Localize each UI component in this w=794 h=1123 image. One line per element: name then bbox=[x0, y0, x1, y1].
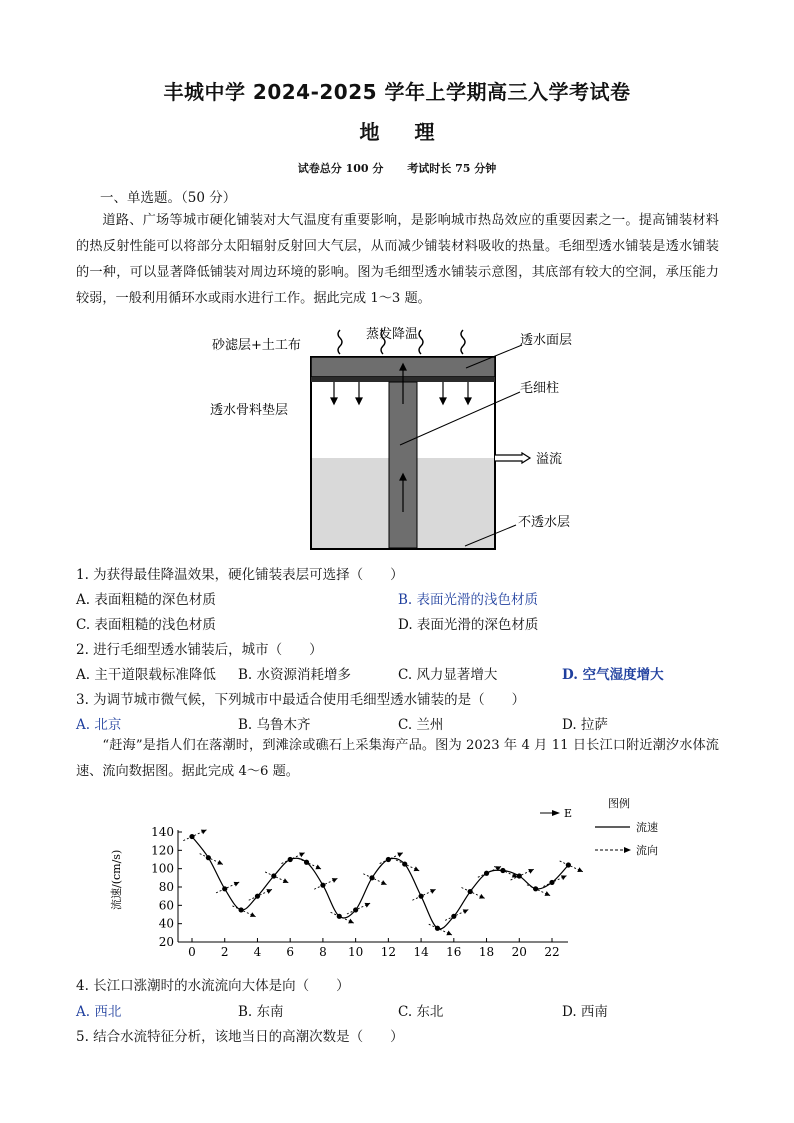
x-tick-label: 4 bbox=[253, 945, 262, 959]
y-tick-label: 40 bbox=[158, 916, 174, 931]
subject-title: 地 理 bbox=[359, 120, 435, 144]
question-1-options-2 bbox=[76, 613, 726, 633]
q3-option-b[interactable]: B. 乌鲁木齐 bbox=[238, 717, 311, 733]
q2-option-d[interactable]: D. 空气湿度增大 bbox=[562, 667, 664, 683]
q3-option-c[interactable]: C. 兰州 bbox=[398, 717, 444, 733]
data-point-group bbox=[189, 834, 571, 931]
y-tick-group bbox=[151, 825, 182, 949]
y-tick-label: 120 bbox=[151, 843, 174, 858]
x-tick-label: 12 bbox=[380, 945, 397, 959]
question-1-options bbox=[76, 588, 726, 608]
x-tick-label: 8 bbox=[319, 945, 327, 959]
passage-1: 道路、广场等城市硬化铺装对大气温度有重要影响，是影响城市热岛效应的重要因素之一。提高铺装材料的热反射性能可以将部分太阳辐射反射回大气层，从而减少铺装材料吸收的热量。毛细型透水铺装是透水铺装的一种，可以显著降低铺装对周边环境的影响。图为毛细型透水铺装示意图，其底部有较大的空洞，承压能力较弱，一般利用循环水或雨水进行工作。据此完成 1～3 题。 bbox=[76, 213, 719, 306]
exam-meta bbox=[0, 160, 794, 176]
label-capillary: 毛细柱 bbox=[520, 381, 560, 396]
tidal-flow-chart bbox=[90, 790, 710, 962]
q1-option-c[interactable]: C. 表面粗糙的浅色材质 bbox=[76, 617, 216, 633]
q4-option-d[interactable]: D. 西南 bbox=[562, 1004, 608, 1020]
direction-arrow-group bbox=[183, 830, 583, 936]
overflow-pipe bbox=[495, 453, 530, 463]
label-base: 透水骨料垫层 bbox=[210, 403, 289, 418]
question-3-options bbox=[76, 713, 726, 733]
question-3-stem: 3. 为调节城市微气候，下列城市中最适合使用毛细型透水铺装的是（ ） bbox=[76, 692, 526, 708]
q4-option-b[interactable]: B. 东南 bbox=[238, 1004, 284, 1020]
q3-option-a[interactable]: A. 北京 bbox=[76, 717, 122, 733]
capillary-column bbox=[389, 382, 417, 548]
exam-duration: 考试时长 75 分钟 bbox=[407, 162, 497, 175]
q1-option-d[interactable]: D. 表面光滑的深色材质 bbox=[398, 617, 539, 633]
x-tick-label: 22 bbox=[544, 945, 560, 959]
section-heading: 一、单选题。（50 分） bbox=[100, 190, 237, 206]
y-tick-label: 60 bbox=[158, 898, 174, 913]
legend-east-arrow-icon bbox=[552, 810, 560, 816]
x-tick-label: 0 bbox=[188, 945, 196, 959]
y-tick-label: 20 bbox=[158, 935, 174, 949]
question-4-stem: 4. 长江口涨潮时的水流流向大体是向（ ） bbox=[76, 978, 350, 994]
legend-speed-label: 流速 bbox=[636, 821, 658, 834]
label-surface: 透水面层 bbox=[520, 333, 573, 348]
y-tick-label: 80 bbox=[158, 880, 174, 894]
question-4-options bbox=[76, 1000, 726, 1020]
passage-2: “赶海”是指人们在落潮时，到滩涂或礁石上采集海产品。图为 2023 年 4 月 11 日长江口附近潮汐水体流速、流向数据图。据此完成 4～6 题。 bbox=[76, 738, 719, 779]
y-tick-label: 100 bbox=[151, 861, 174, 876]
x-tick-label: 20 bbox=[511, 945, 527, 959]
total-score: 试卷总分 100 分 bbox=[297, 162, 384, 175]
label-impermeable: 不透水层 bbox=[518, 515, 571, 530]
pavement-diagram bbox=[200, 322, 600, 554]
q2-option-c[interactable]: C. 风力显著增大 bbox=[398, 667, 498, 683]
x-tick-label: 14 bbox=[413, 945, 429, 959]
legend-title: 图例 bbox=[608, 797, 630, 810]
q4-option-a[interactable]: A. 西北 bbox=[76, 1004, 122, 1020]
label-sand-filter: 砂滤层+土工布 bbox=[212, 338, 301, 353]
x-tick-label: 16 bbox=[446, 945, 462, 959]
x-tick-label: 2 bbox=[220, 945, 229, 959]
q3-option-d[interactable]: D. 拉萨 bbox=[562, 717, 608, 733]
q2-option-a[interactable]: A. 主干道限载标准降低 bbox=[76, 667, 216, 683]
question-5-stem: 5. 结合水流特征分析，该地当日的高潮次数是（ ） bbox=[76, 1029, 404, 1045]
chart-legend bbox=[540, 796, 658, 857]
y-tick-label: 140 bbox=[151, 825, 174, 839]
q2-option-b[interactable]: B. 水资源消耗增多 bbox=[238, 667, 352, 683]
q1-option-b[interactable]: B. 表面光滑的浅色材质 bbox=[398, 592, 539, 608]
legend-direction-arrow-icon bbox=[624, 847, 631, 853]
x-tick-label: 10 bbox=[347, 945, 364, 959]
exam-title: 丰城中学 2024-2025 学年上学期高三入学考试卷 bbox=[163, 80, 631, 104]
question-2-stem: 2. 进行毛细型透水铺装后，城市（ ） bbox=[76, 642, 323, 658]
q1-option-a[interactable]: A. 表面粗糙的深色材质 bbox=[76, 592, 216, 608]
question-1-stem: 1. 为获得最佳降温效果，硬化铺装表层可选择（ ） bbox=[76, 567, 404, 583]
label-evaporation: 蒸发降温 bbox=[366, 327, 419, 342]
legend-direction-label: 流向 bbox=[636, 844, 658, 857]
x-tick-group bbox=[188, 938, 559, 959]
x-tick-label: 6 bbox=[286, 945, 295, 959]
q4-option-c[interactable]: C. 东北 bbox=[398, 1004, 444, 1020]
question-2-options bbox=[76, 663, 726, 683]
y-axis-label: 流速/(cm/s) bbox=[110, 849, 123, 910]
speed-series-line bbox=[192, 837, 568, 929]
label-overflow: 溢流 bbox=[536, 452, 563, 467]
x-tick-label: 18 bbox=[478, 945, 495, 959]
legend-east-label: E bbox=[564, 807, 573, 820]
